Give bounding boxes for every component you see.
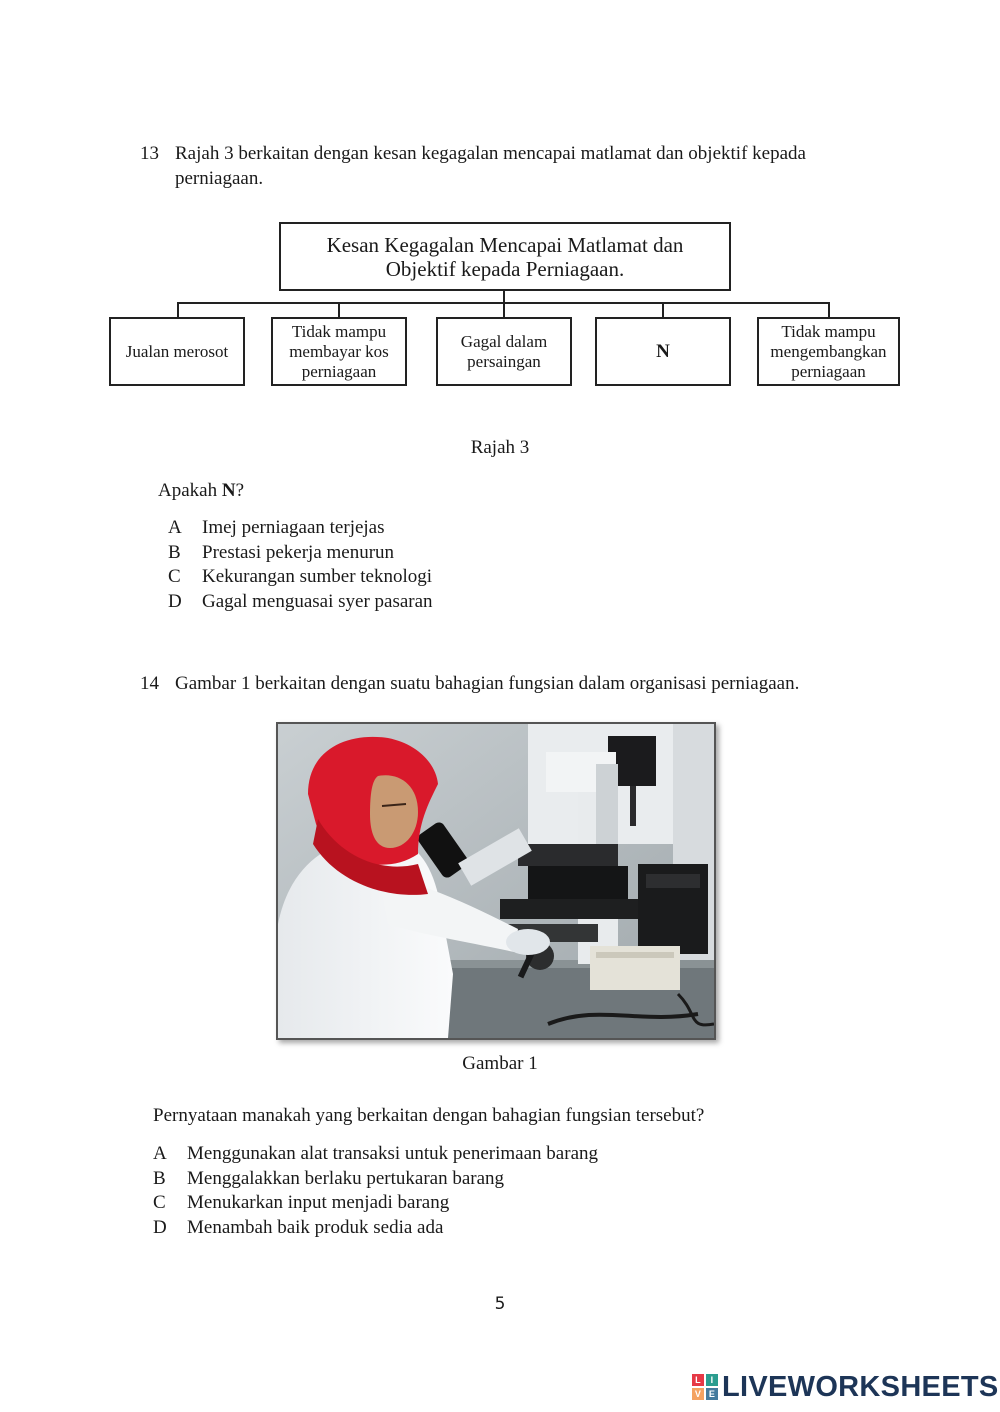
diagram-child-5-line2: mengembangkan <box>770 341 887 361</box>
diagram-child-2 <box>271 317 407 386</box>
liveworksheets-logo <box>692 1372 999 1402</box>
q13-question-suffix: ? <box>235 480 245 501</box>
option-letter: B <box>168 541 181 563</box>
diagram-child-5-line1: Tidak mampu <box>781 321 876 341</box>
diagram-connector-3 <box>503 302 505 318</box>
q14-number: 14 <box>140 673 159 694</box>
diagram-child-2-line1: Tidak mampu <box>291 321 387 341</box>
q14-option-a[interactable] <box>153 1142 598 1167</box>
option-text: Gagal menguasai syer pasaran <box>202 590 433 612</box>
diagram-child-3-line2: persaingan <box>467 351 541 371</box>
logo-letter: V <box>692 1388 704 1400</box>
gambar-1-photo <box>276 722 716 1040</box>
q13-option-d[interactable] <box>168 590 433 615</box>
diagram-child-1-line1: Jualan merosot <box>125 341 229 361</box>
liveworksheets-logo-icon <box>692 1374 718 1400</box>
diagram-child-5-line3: perniagaan <box>791 361 866 381</box>
gambar-1-caption: Gambar 1 <box>462 1053 538 1074</box>
option-letter: B <box>153 1167 166 1189</box>
diagram-child-5 <box>757 317 900 386</box>
logo-letter: E <box>706 1388 718 1400</box>
logo-letter: I <box>706 1374 718 1386</box>
option-text: Kekurangan sumber teknologi <box>202 566 433 587</box>
q14-options <box>153 1142 598 1240</box>
diagram-child-4 <box>595 317 731 386</box>
q13-stem-line1: Rajah 3 berkaitan dengan kesan kegagalan mencapai matlamat dan objektif kepada <box>175 143 806 164</box>
liveworksheets-logo-text: LIVEWORKSHEETS <box>722 1370 999 1403</box>
logo-letter: L <box>692 1374 704 1386</box>
q14-question: Pernyataan manakah yang berkaitan dengan bahagian fungsian tersebut? <box>153 1105 705 1126</box>
diagram-connector-1 <box>177 302 179 318</box>
q13-option-a[interactable] <box>168 516 433 541</box>
q13-option-c[interactable] <box>168 565 433 590</box>
q14-option-b[interactable] <box>153 1167 598 1192</box>
lab-scientist-illustration <box>278 724 714 1038</box>
q14-option-d[interactable] <box>153 1216 598 1241</box>
option-letter: D <box>153 1216 167 1238</box>
option-text: Menggunakan alat transaksi untuk penerimaan barang <box>187 1143 598 1164</box>
option-text: Menambah baik produk sedia ada <box>187 1216 444 1238</box>
diagram-child-4-line1: N <box>656 340 670 362</box>
option-text: Menukarkan input menjadi barang <box>187 1192 450 1213</box>
diagram-child-1 <box>109 317 245 386</box>
rajah-3-caption: Rajah 3 <box>470 437 530 458</box>
diagram-connector-2 <box>338 302 340 318</box>
option-letter: A <box>168 517 182 538</box>
diagram-root-line2: Objektif kepada Perniagaan. <box>385 256 625 281</box>
diagram-child-3-line1: Gagal dalam <box>460 331 548 351</box>
q13-question-bold: N <box>221 480 236 501</box>
q13-stem-line2: perniagaan. <box>175 168 264 189</box>
option-text: Prestasi pekerja menurun <box>202 541 395 563</box>
q14-option-c[interactable] <box>153 1191 598 1216</box>
q13-question-prefix: Apakah <box>158 480 222 501</box>
diagram-child-2-line2: membayar kos <box>289 341 389 361</box>
diagram-root-line1: Kesan Kegagalan Mencapai Matlamat dan <box>326 232 684 257</box>
q14-stem: Gambar 1 berkaitan dengan suatu bahagian fungsian dalam organisasi perniagaan. <box>175 673 800 694</box>
page-number: 5 <box>494 1294 506 1314</box>
option-letter: C <box>168 566 181 587</box>
diagram-child-2-line3: perniagaan <box>301 361 377 381</box>
option-letter: A <box>153 1143 167 1164</box>
option-text: Imej perniagaan terjejas <box>202 517 385 538</box>
q13-question <box>158 478 244 503</box>
option-letter: D <box>168 590 182 612</box>
q13-option-b[interactable] <box>168 541 433 566</box>
diagram-root-box <box>279 222 731 291</box>
diagram-connector-5 <box>828 302 830 318</box>
option-text: Menggalakkan berlaku pertukaran barang <box>187 1167 505 1189</box>
q13-options <box>168 516 433 614</box>
diagram-connector-4 <box>662 302 664 318</box>
diagram-child-3 <box>436 317 572 386</box>
q13-number: 13 <box>140 143 159 164</box>
option-letter: C <box>153 1192 166 1213</box>
